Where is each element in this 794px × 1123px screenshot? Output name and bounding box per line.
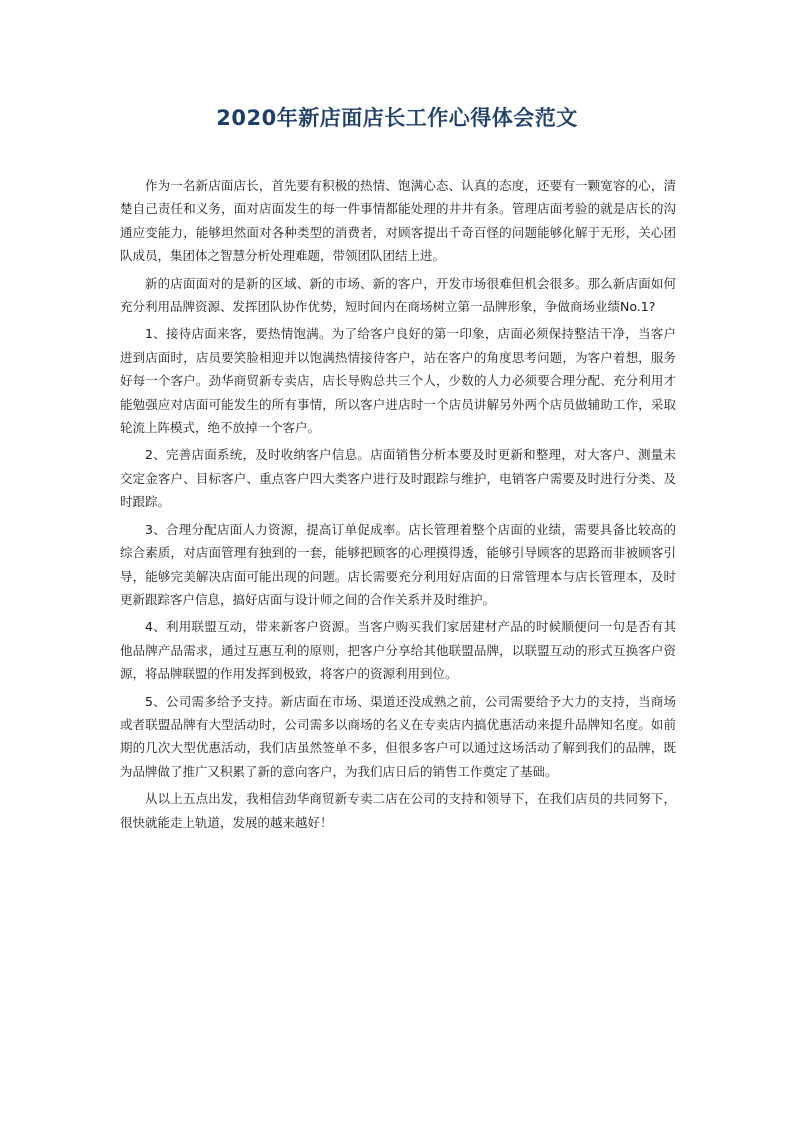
paragraph-point-3: 3、合理分配店面人力资源，提高订单促成率。店长管理着整个店面的业绩，需要具备比较高的综合素质，对店面管理有独到的一套，能够把顾客的心理摸得透，能够引导顾客的思路而非被顾客引导，能够完美解决店面可能出现的问题。店长需要充分利用好店面的日常管理本与店长管理本，及时更新跟踪客户信息，搞好店面与设计师之间的合作关系并及时维护。 xyxy=(120,521,676,607)
paragraph-context: 新的店面面对的是新的区域、新的市场、新的客户，开发市场很难但机会很多。那么新店面如何充分利用品牌资源、发挥团队协作优势，短时间内在商场树立第一品牌形象，争做商场业绩No.1? xyxy=(120,275,676,315)
paragraph-point-5: 5、公司需多给予支持。新店面在市场、渠道还没成熟之前，公司需要给予大力的支持，当商场或者联盟品牌有大型活动时，公司需多以商场的名义在专卖店内搞优惠活动来提升品牌知名度。如前期的几次大型优惠活动，我们店虽然签单不多，但很多客户可以通过这场活动了解到我们的品牌，既为品牌做了推广又积累了新的意向客户，为我们店日后的销售工作奠定了基础。 xyxy=(120,693,676,779)
paragraph-point-1: 1、接待店面来客，要热情饱满。为了给客户良好的第一印象，店面必须保持整洁干净，当客户进到店面时，店员要笑脸相迎并以饱满热情接待客户，站在客户的角度思考问题，为客户着想，服务好每一个客户。劲华商贸新专卖店，店长导购总共三个人，少数的人力必须要合理分配、充分利用才能勉强应对店面可能发生的所有事情，所以客户进店时一个店员讲解另外两个店员做辅助工作，采取轮流上阵模式，绝不放掉一个客户。 xyxy=(120,326,676,436)
paragraph-point-4: 4、利用联盟互动，带来新客户资源。当客户购买我们家居建材产品的时候顺便问一句是否有其他品牌产品需求，通过互惠互利的原则，把客户分享给其他联盟品牌，以联盟互动的形式互换客户资源，将品牌联盟的作用发挥到极致，将客户的资源利用到位。 xyxy=(120,619,676,682)
paragraph-conclusion: 从以上五点出发，我相信劲华商贸新专卖二店在公司的支持和领导下，在我们店员的共同努下，很快就能走上轨道，发展的越来越好！ xyxy=(120,791,676,830)
document-body xyxy=(120,174,676,838)
paragraph-intro: 作为一名新店面店长，首先要有积极的热情、饱满心态、认真的态度，还要有一颗宽容的心，清楚自己责任和义务，面对店面发生的每一件事情都能处理的井井有条。管理店面考验的就是店长的沟通应变能力，能够坦然面对各种类型的消费者，对顾客提出千奇百怪的问题能够化解于无形，关心团队成员，集团体之智慧分析处理难题，带领团队团结上进。 xyxy=(120,178,676,264)
document-title: 2020年新店面店长工作心得体会范文 xyxy=(216,106,578,130)
paragraph-point-2: 2、完善店面系统，及时收纳客户信息。店面销售分析本要及时更新和整理，对大客户、测量未交定金客户、目标客户、重点客户四大类客户进行及时跟踪与维护，电销客户需要及时进行分类、及时跟踪。 xyxy=(120,447,676,510)
